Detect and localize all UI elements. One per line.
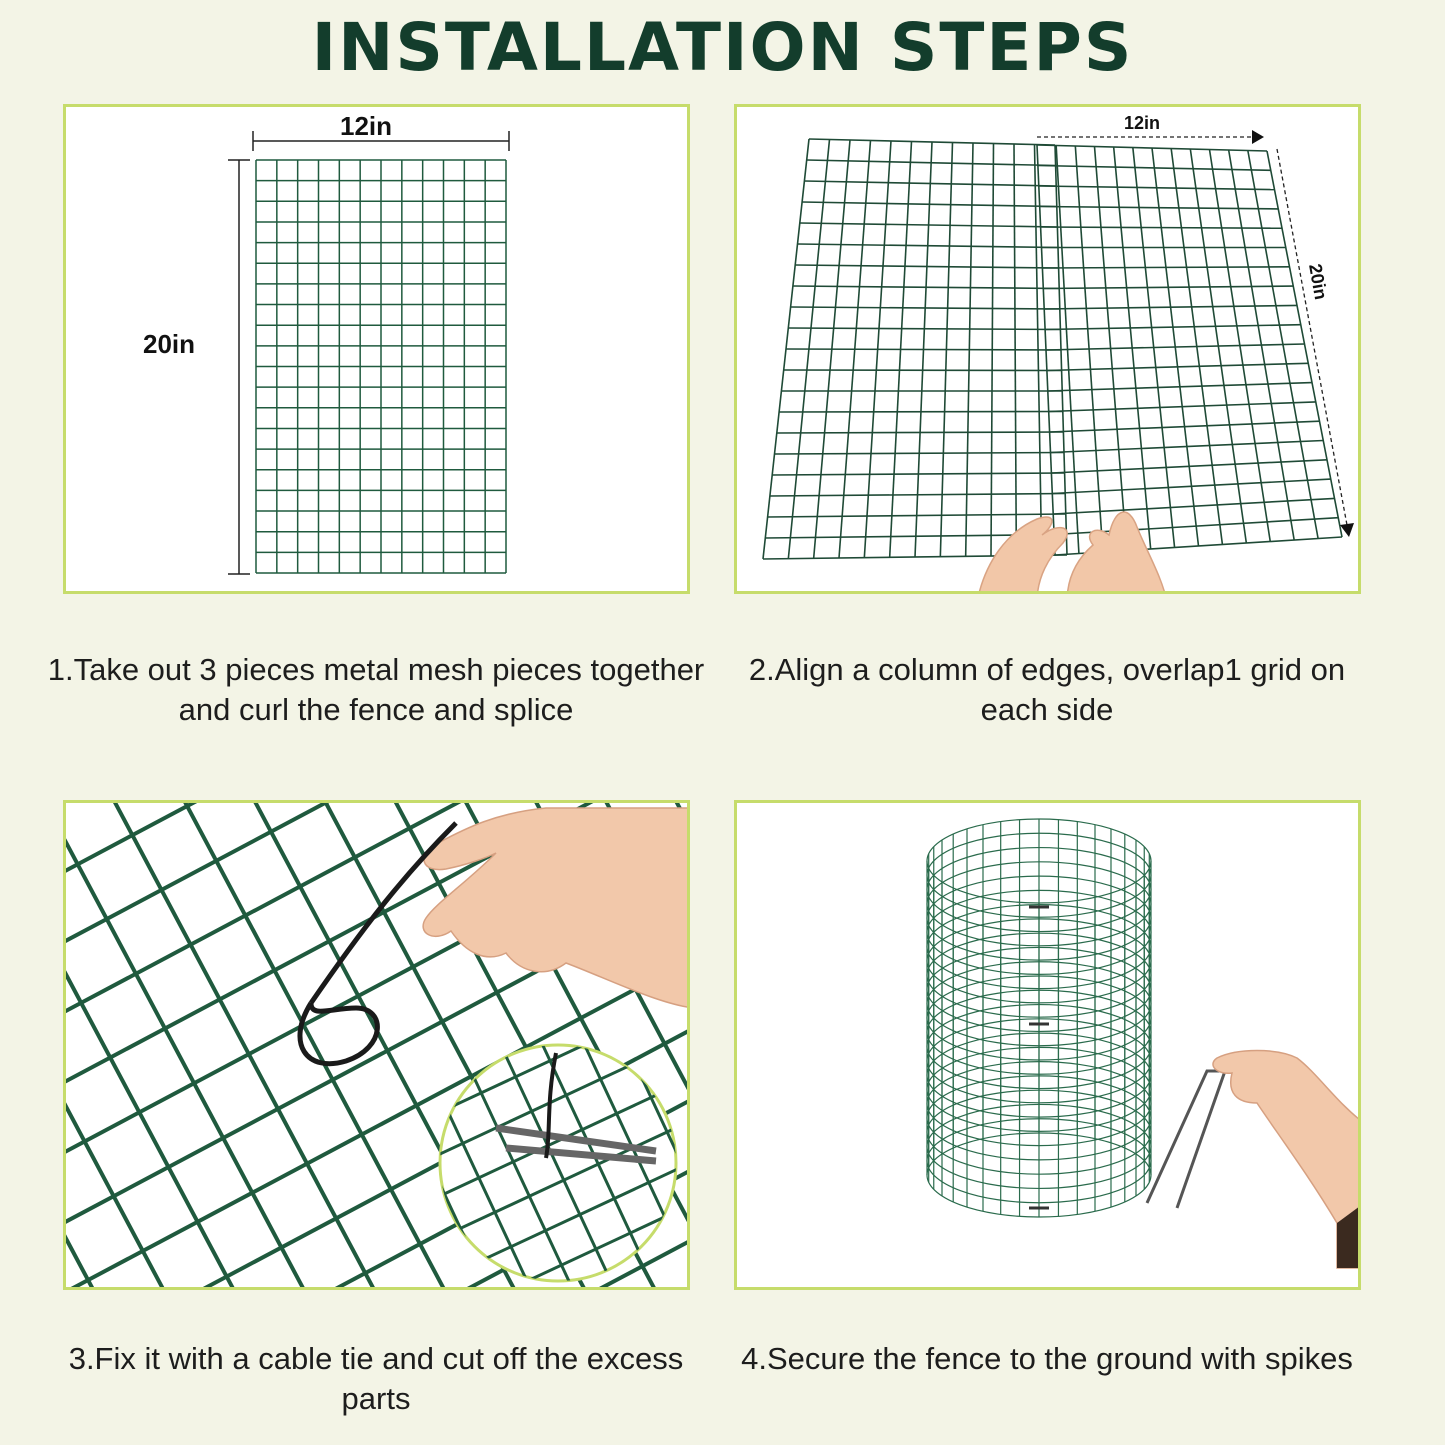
spliced-mesh-panel <box>763 139 1342 559</box>
step-3-caption: 3.Fix it with a cable tie and cut off the excess parts <box>68 1341 684 1416</box>
height-label: 20in <box>142 329 196 359</box>
step-4-illustration <box>737 803 1361 1290</box>
step-4-panel <box>734 800 1361 1290</box>
flat-mesh-panel <box>256 160 506 573</box>
height-label: 20in <box>1305 262 1332 302</box>
hands-illustration <box>977 512 1167 594</box>
step-1-illustration <box>66 107 690 594</box>
width-label: 12in <box>339 111 393 141</box>
step-4-caption: 4.Secure the fence to the ground with spikes <box>741 1341 1353 1376</box>
page-title: INSTALLATION STEPS <box>311 9 1134 86</box>
step-1-caption: 1.Take out 3 pieces metal mesh pieces together and curl the fence and splice <box>47 652 705 727</box>
step-2-caption: 2.Align a column of edges, overlap1 grid on each side <box>748 652 1346 727</box>
step-3-panel <box>63 800 690 1290</box>
ground-spike-icon <box>1147 1071 1225 1208</box>
step-3-illustration <box>66 803 690 1290</box>
step-1-panel <box>63 104 690 594</box>
hand-illustration <box>423 808 690 1008</box>
width-label: 12in <box>1123 113 1161 133</box>
cylinder-fence <box>927 819 1151 1217</box>
step-2-panel <box>734 104 1361 594</box>
step-2-illustration <box>737 107 1361 594</box>
